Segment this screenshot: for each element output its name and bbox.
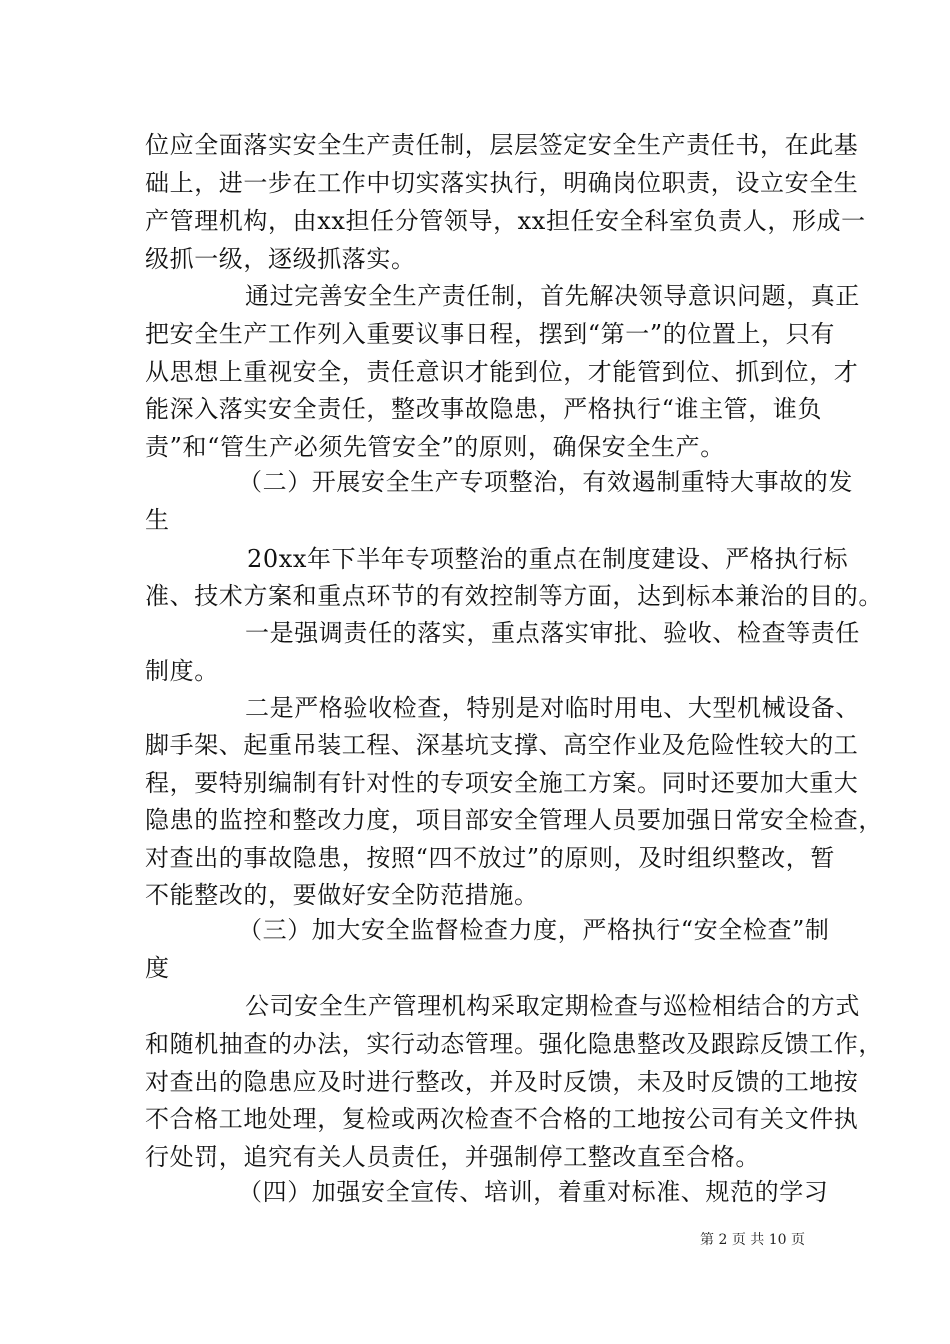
text-line: 位应全面落实安全生产责任制，层层签定安全生产责任书，在此基 — [145, 131, 859, 159]
text-line: 程，要特别编制有针对性的专项安全施工方案。同时还要加大重大 — [145, 769, 859, 797]
text-line: 脚手架、起重吊装工程、深基坑支撑、高空作业及危险性较大的工 — [145, 731, 859, 759]
text-line: 一是强调责任的落实，重点落实审批、验收、检查等责任 — [245, 619, 860, 647]
text-line: 行处罚，追究有关人员责任，并强制停工整改直至合格。 — [145, 1143, 760, 1171]
text-line: 从思想上重视安全，责任意识才能到位，才能管到位、抓到位，才 — [145, 358, 859, 386]
section-heading: （二）开展安全生产专项整治，有效遏制重特大事故的发 — [238, 468, 853, 496]
section-heading: 生 — [145, 506, 170, 534]
text-line: 础上，进一步在工作中切实落实执行，明确岗位职责，设立安全生 — [145, 169, 859, 197]
page-number: 第 2 页 共 10 页 — [700, 1232, 805, 1248]
text-line: 对查出的隐患应及时进行整改，并及时反馈，未及时反馈的工地按 — [145, 1068, 859, 1096]
text-line: 对查出的事故隐患，按照“四不放过”的原则，及时组织整改，暂 — [145, 844, 835, 872]
text-line: 把安全生产工作列入重要议事日程，摆到“第一”的位置上，只有 — [145, 320, 835, 348]
text-line: 不能整改的，要做好安全防范措施。 — [145, 881, 539, 909]
text-line: 和随机抽查的办法，实行动态管理。强化隐患整改及跟踪反馈工作， — [145, 1030, 883, 1058]
text-line: 能深入落实安全责任，整改事故隐患，严格执行“谁主管，谁负 — [145, 395, 823, 423]
section-heading: （四）加强安全宣传、培训，着重对标准、规范的学习 — [238, 1178, 829, 1206]
section-heading: （三）加大安全监督检查力度，严格执行“安全检查”制 — [238, 916, 830, 944]
text-line: 20xx年下半年专项整治的重点在制度建设、严格执行标 — [247, 545, 849, 573]
text-line: 制度。 — [145, 657, 219, 685]
text-line: 级抓一级，逐级抓落实。 — [145, 245, 416, 273]
text-line: 准、技术方案和重点环节的有效控制等方面，达到标本兼治的目的。 — [145, 582, 883, 610]
text-line: 二是严格验收检查，特别是对临时用电、大型机械设备、 — [245, 694, 860, 722]
text-line: 不合格工地处理，复检或两次检查不合格的工地按公司有关文件执 — [145, 1105, 859, 1133]
section-heading: 度 — [145, 954, 170, 982]
text-line: 隐患的监控和整改力度，项目部安全管理人员要加强日常安全检查， — [145, 806, 883, 834]
text-line: 公司安全生产管理机构采取定期检查与巡检相结合的方式 — [245, 992, 860, 1020]
text-line: 产管理机构，由xx担任分管领导，xx担任安全科室负责人，形成一 — [145, 207, 866, 235]
text-line: 责”和“管生产必须先管安全”的原则，确保安全生产。 — [145, 433, 725, 461]
text-line: 通过完善安全生产责任制，首先解决领导意识问题，真正 — [245, 282, 860, 310]
